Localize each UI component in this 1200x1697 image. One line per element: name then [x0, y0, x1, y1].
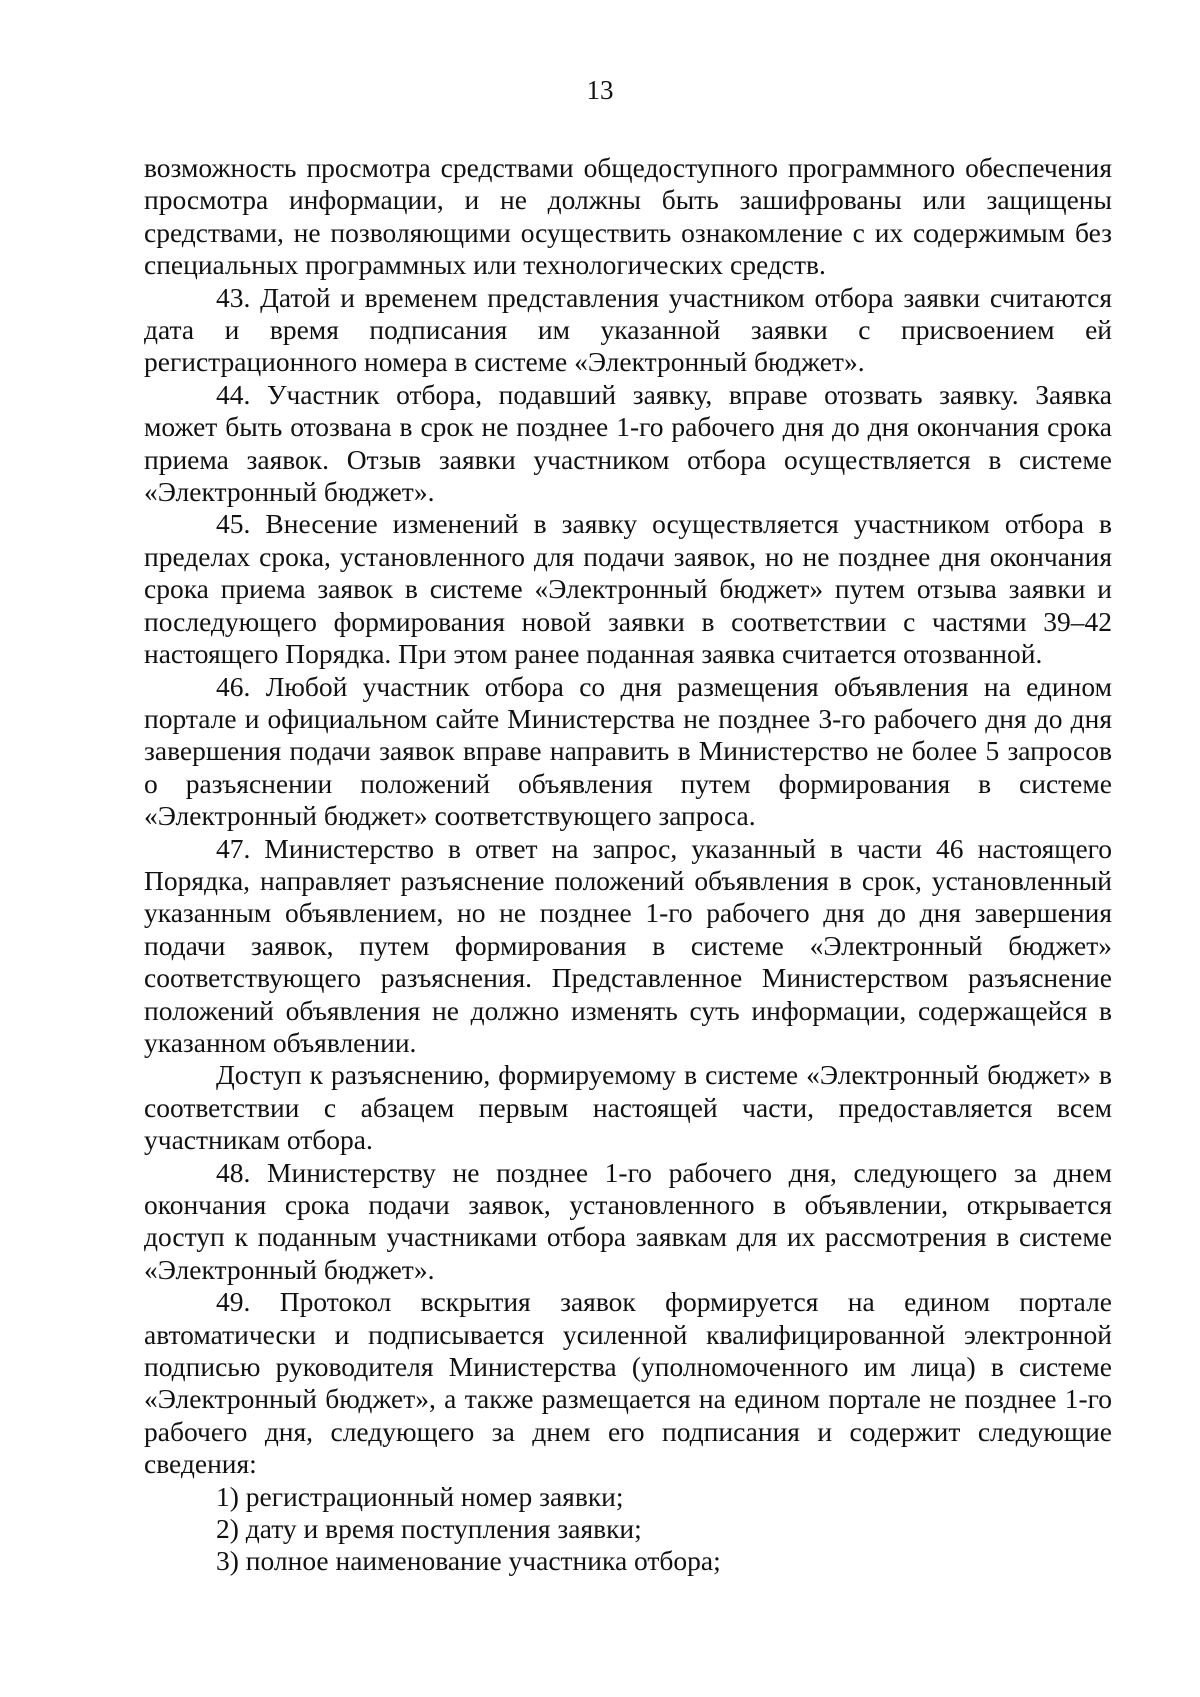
document-body [144, 152, 1112, 1578]
list-item: 2) дату и время поступления заявки; [216, 1513, 642, 1545]
paragraph: возможность просмотра средствами общедоступного программного обеспечения просмотра информации, и не должны быть зашифрованы или защищены средствами, не позволяющими осуществить ознакомление с их содержимым без специальных программных или технологических средств. [144, 152, 1112, 281]
page-number: 13 [586, 75, 614, 105]
paragraph-49: 49. Протокол вскрытия заявок формируется на едином портале автоматически и подписывается усиленной квалифицированной электронной подписью руководителя Министерства (уполномоченного им лица) в системе «Электронный бюджет», а также размещается на едином портале не позднее 1-го рабочего дня, следующего за днем его подписания и содержит следующие сведения: [144, 1286, 1112, 1480]
paragraph-47: 47. Министерство в ответ на запрос, указанный в части 46 настоящего Порядка, направляет разъяснение положений объявления в срок, установленный указанным объявлением, но не позднее 1-го рабочего дня до дня завершения подачи заявок, путем формирования в системе «Электронный бюджет» соответствующего разъяснения. Представленное Министерством разъяснение положений объявления не должно изменять суть информации, содержащейся в указанном объявлении. [144, 832, 1112, 1058]
paragraph-43: 43. Датой и временем представления участником отбора заявки считаются дата и время подписания им указанной заявки с присвоением ей регистрационного номера в системе «Электронный бюджет». [144, 281, 1112, 378]
paragraph-48: 48. Министерству не позднее 1-го рабочего дня, следующего за днем окончания срока подачи заявок, установленного в объявлении, открывается доступ к поданным участниками отбора заявкам для их рассмотрения в системе «Электронный бюджет». [144, 1156, 1112, 1285]
paragraph-44: 44. Участник отбора, подавший заявку, вправе отозвать заявку. Заявка может быть отозвана в срок не позднее 1-го рабочего дня до дня окончания срока приема заявок. Отзыв заявки участником отбора осуществляется в системе «Электронный бюджет». [144, 378, 1112, 508]
paragraph-47-access: Доступ к разъяснению, формируемому в системе «Электронный бюджет» в соответствии с абзацем первым настоящей части, предоставляется всем участникам отбора. [144, 1059, 1112, 1156]
list-item: 1) регистрационный номер заявки; [216, 1480, 624, 1512]
paragraph-45: 45. Внесение изменений в заявку осуществляется участником отбора в пределах срока, установленного для подачи заявок, но не позднее дня окончания срока приема заявок в системе «Электронный бюджет» путем отзыва заявки и последующего формирования новой заявки в соответствии с частями 39–42 настоящего Порядка. При этом ранее поданная заявка считается отозванной. [144, 508, 1112, 670]
list-item: 3) полное наименование участника отбора; [216, 1545, 721, 1577]
paragraph-46: 46. Любой участник отбора со дня размещения объявления на едином портале и официальном сайте Министерства не позднее 3-го рабочего дня до дня завершения подачи заявок вправе направить в Министерство не более 5 запросов о разъяснении положений объявления путем формирования в системе «Электронный бюджет» соответствующего запроса. [144, 670, 1112, 832]
